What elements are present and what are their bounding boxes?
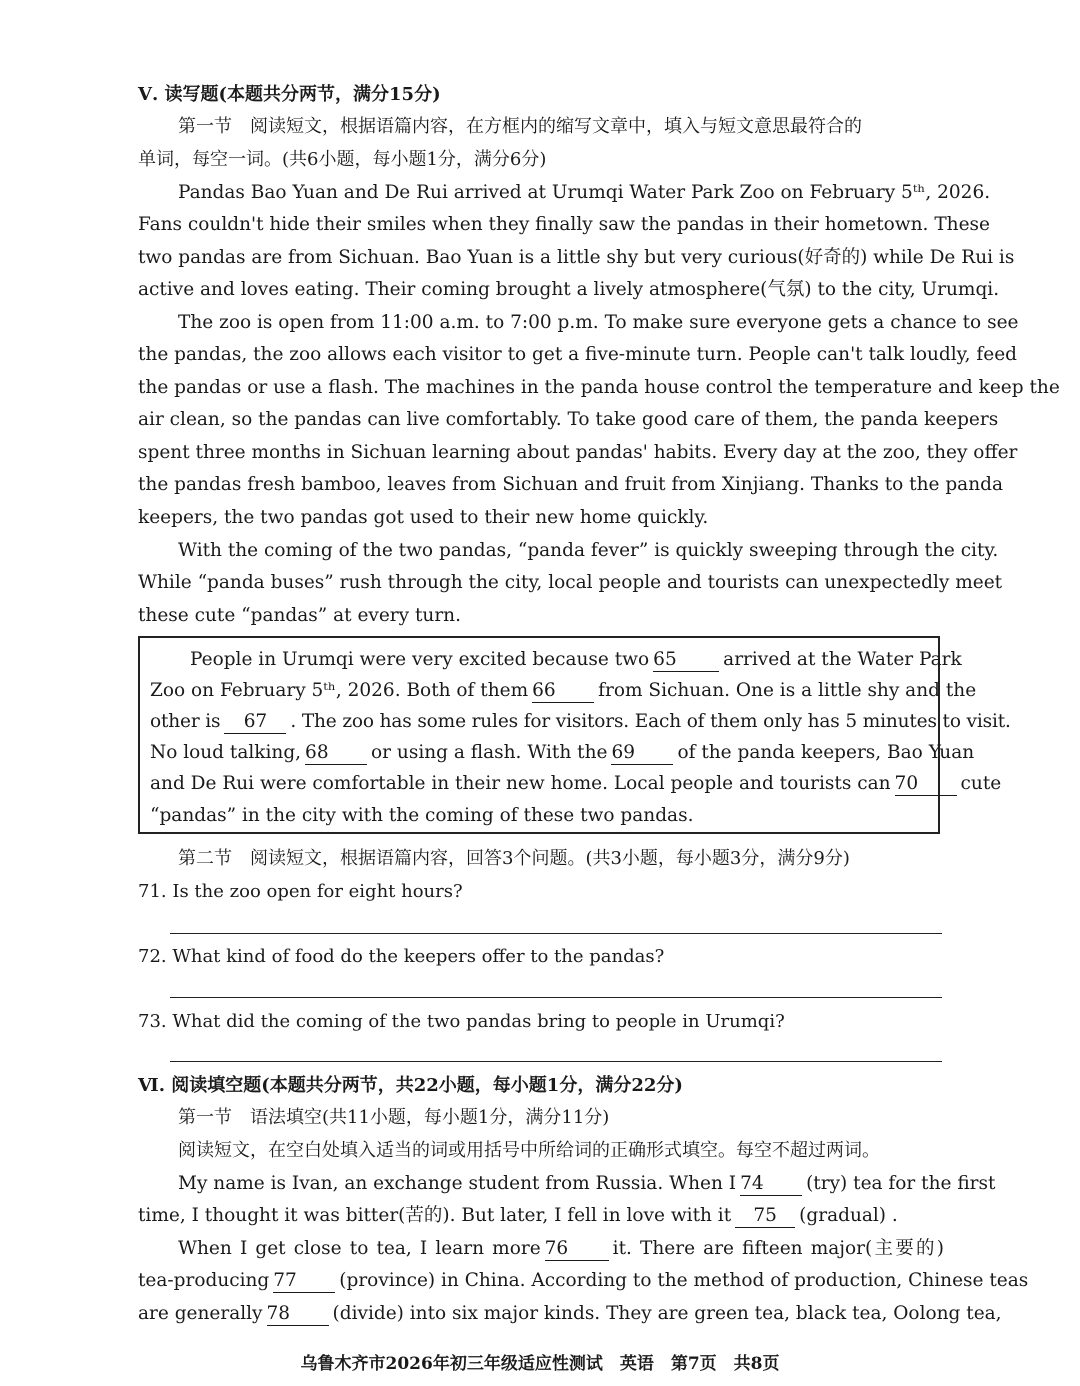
part1-instructions-cont: 单词，每空一词。(共6小题，每小题1分，满分6分) xyxy=(138,149,547,170)
summary-line: No loud talking, 68 or using a flash. With the 69 of the panda keepers, Bao Yuan xyxy=(150,742,975,763)
passage-line: spent three months in Sichuan learning about pandas' habits. Every day at the zoo, they offer xyxy=(138,442,1018,463)
blank-76[interactable]: 76 xyxy=(545,1238,609,1261)
grammar-line: time, I thought it was bitter(苦的). But later, I fell in love with it 75 (gradual) . xyxy=(138,1205,898,1226)
section6-instructions: 阅读短文，在空白处填入适当的词或用括号中所给词的正确形式填空。每空不超过两词。 xyxy=(178,1140,880,1161)
passage-line: With the coming of the two pandas, “panda fever” is quickly sweeping through the city. xyxy=(178,540,999,561)
section5-heading: Ⅴ. 读写题(本题共分两节，满分15分) xyxy=(138,84,441,105)
question-71: 71. Is the zoo open for eight hours? xyxy=(138,881,463,902)
blank-77[interactable]: 77 xyxy=(273,1270,335,1293)
passage-line: air clean, so the pandas can live comfortably. To take good care of them, the panda keepers xyxy=(138,409,999,430)
part1-instructions: 第一节 阅读短文，根据语篇内容，在方框内的缩写文章中，填入与短文意思最符合的 xyxy=(178,116,862,137)
answer-line-71[interactable] xyxy=(170,933,942,934)
blank-67[interactable]: 67 xyxy=(224,711,286,734)
blank-68[interactable]: 68 xyxy=(305,742,367,765)
passage-line: keepers, the two pandas got used to their new home quickly. xyxy=(138,507,709,528)
blank-66[interactable]: 66 xyxy=(532,680,594,703)
passage-line: the pandas or use a flash. The machines in the panda house control the temperature and keep the xyxy=(138,377,1060,398)
passage-line: While “panda buses” rush through the city, local people and tourists can unexpectedly meet xyxy=(138,572,1003,593)
question-73: 73. What did the coming of the two pandas bring to people in Urumqi? xyxy=(138,1011,785,1032)
passage-line: these cute “pandas” at every turn. xyxy=(138,605,461,626)
summary-line: and De Rui were comfortable in their new home. Local people and tourists can 70 cute xyxy=(150,773,1002,794)
blank-70[interactable]: 70 xyxy=(895,773,957,796)
summary-line: other is 67 . The zoo has some rules for visitors. Each of them only has 5 minutes to visit. xyxy=(150,711,1011,732)
summary-line: “pandas” in the city with the coming of these two pandas. xyxy=(150,805,694,826)
part2-instructions: 第二节 阅读短文，根据语篇内容，回答3个问题。(共3小题，每小题3分，满分9分) xyxy=(178,848,850,869)
blank-78[interactable]: 78 xyxy=(267,1303,329,1326)
summary-line: Zoo on February 5ᵗʰ, 2026. Both of them 66 from Sichuan. One is a little shy and the xyxy=(150,680,977,701)
passage-line: The zoo is open from 11:00 a.m. to 7:00 p.m. To make sure everyone gets a chance to see xyxy=(178,312,1019,333)
grammar-line: My name is Ivan, an exchange student from Russia. When I 74 (try) tea for the first xyxy=(178,1173,996,1194)
question-72: 72. What kind of food do the keepers offer to the pandas? xyxy=(138,946,665,967)
page-footer: 乌鲁木齐市2026年初三年级适应性测试 英语 第7页 共8页 xyxy=(300,1354,780,1374)
passage-line: the pandas fresh bamboo, leaves from Sichuan and fruit from Xinjiang. Thanks to the panda xyxy=(138,474,1003,495)
blank-65[interactable]: 65 xyxy=(653,649,719,672)
passage-line: Fans couldn't hide their smiles when they finally saw the pandas in their hometown. These xyxy=(138,214,990,235)
summary-line: People in Urumqi were very excited because two 65 arrived at the Water Park xyxy=(190,649,962,670)
answer-line-73[interactable] xyxy=(170,1061,942,1062)
blank-74[interactable]: 74 xyxy=(740,1173,802,1196)
section6-heading: Ⅵ. 阅读填空题(本题共分两节，共22小题，每小题1分，满分22分) xyxy=(138,1075,683,1096)
passage-line: active and loves eating. Their coming brought a lively atmosphere(气氛) to the city, Urumqi. xyxy=(138,279,1000,300)
blank-69[interactable]: 69 xyxy=(611,742,673,765)
grammar-line: When I get close to tea, I learn more 76 it. There are fifteen major(主要的) xyxy=(178,1238,945,1259)
grammar-line: are generally 78 (divide) into six major kinds. They are green tea, black tea, Oolong tea, xyxy=(138,1303,1002,1324)
passage-line: Pandas Bao Yuan and De Rui arrived at Urumqi Water Park Zoo on February 5ᵗʰ, 2026. xyxy=(178,182,991,203)
answer-line-72[interactable] xyxy=(170,997,942,998)
grammar-line: tea-producing 77 (province) in China. According to the method of production, Chinese teas xyxy=(138,1270,1029,1291)
blank-75[interactable]: 75 xyxy=(735,1205,795,1228)
section6-part1: 第一节 语法填空(共11小题，每小题1分，满分11分) xyxy=(178,1107,610,1128)
passage-line: the pandas, the zoo allows each visitor to get a five-minute turn. People can't talk loudly, feed xyxy=(138,344,1018,365)
passage-line: two pandas are from Sichuan. Bao Yuan is a little shy but very curious(好奇的) while De Rui is xyxy=(138,247,1015,268)
